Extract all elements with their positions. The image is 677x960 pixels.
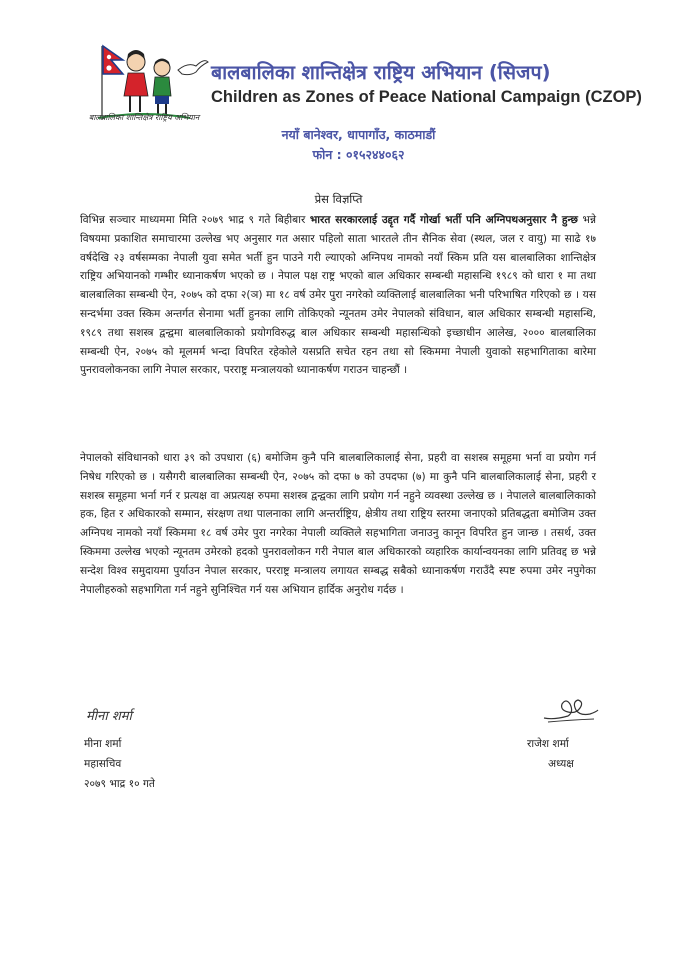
document-title: प्रेस विज्ञप्ति (314, 192, 363, 206)
org-name-nepali: बालबालिका शान्तिक्षेत्र राष्ट्रिय अभियान (सिजप) (211, 61, 551, 84)
signature-right-icon (540, 690, 602, 730)
signatory-right-name: राजेश शर्मा (527, 738, 569, 750)
paragraph-1-intro: विभिन्न सञ्चार माध्यममा मिति २०७९ भाद्र ९ गते बिहीबार (80, 214, 310, 226)
paragraph-2: नेपालको संविधानको धारा ३९ को उपधारा (६) बमोजिम कुनै पनि बालबालिकालाई सेना, प्रहरी वा सशस्त्र समूहमा भर्ना वा प्रयोग गर्न निषेध गरिएको छ । यसैगरी बालबालिका सम्बन्धी ऐन, २०७५ को दफा ७ को उपदफा (७) मा कुनै पनि बालबालिकालाई सेना, प्रहरी र सशस्त्र समूहमा भर्ना गर्न र प्रत्यक्ष वा अप्रत्यक्ष रुपमा सशस्त्र द्वन्द्वका लागि प्रयोग गर्न नहुने व्यवस्था उल्लेख छ । नेपालले बालबालिकाको हक, हित र अधिकारको सम्मान, संरक्षण तथा पालनाका लागि अन्तर्राष्ट्रिय, क्षेत्रीय तथा राष्ट्रिय स्तरमा जनाएको प्रतिबद्धता बमोजिम उक्त अग्निपथ नामको नयाँ स्किममा १८ वर्ष उमेर पुरा नगरेका नेपाली व्यक्तिले सहभागिता जनाउनु कानून विपरित हुन जान्छ । तसर्थ, उक्त स्किममा उल्लेख भएको न्यूनतम उमेरको हदको पुनरावलोकन गरी नेपाल बाल अधिकारको व्यहारिक कार्यान्वयनका लागि प्रतिवद्द छ भन्ने सन्देश विश्व समुदायमा पुर्याउन नेपाल सरकार, परराष्ट्र मन्त्रालय लगायत सम्बद्ध सबैको ध्यानाकर्षण गराउँदै स्पष्ट रुपमा उमेर नपुगेका नेपालीहरुको सहभागिता गर्न नहुने सुनिश्चित गर्न यस अभियान हार्दिक अनुरोध गर्दछ । (80, 452, 596, 596)
org-address: नयाँ बानेश्वर, धापागाँउ, काठमाडौं (281, 127, 436, 142)
signature-left-text: मीना शर्मा (86, 709, 132, 724)
signatory-left-title: महासचिव (84, 758, 122, 770)
org-phone: फोन : ०१५२४४०६२ (312, 147, 405, 162)
document-date: २०७९ भाद्र १० गते (84, 778, 155, 790)
org-name-english: Children as Zones of Peace National Campaign (CZOP) (211, 88, 642, 106)
signature-left-icon (84, 700, 164, 728)
paragraph-1 (80, 211, 596, 380)
paragraph-1-body: भन्ने विषयमा प्रकाशित समाचारमा उल्लेख भए अनुसार गत असार पहिलो साता भारतले तीन सैनिक सेवा (स्थल, जल र वायु) मा साढे १७ वर्षदेखि २३ वर्षसम्मका नेपाली युवा समेत भर्ती हुन पाउने गरी ल्याएको अग्निपथ नामको नयाँ स्किम प्रति यस बालबालिका शान्तिक्षेत्र राष्ट्रिय अभियानको गम्भीर ध्यानाकर्षण भएको छ । नेपाल पक्ष राष्ट्र भएको बाल अधिकार सम्बन्धी महासन्धि १९८९ को धारा १ मा तथा बालबालिका सम्बन्धी ऐन, २०७५ को दफा २(ञ) मा १८ वर्ष उमेर पुरा नगरेको व्यक्तिलाई बालबालिका भनी परिभाषित गरिएको छ । यस सन्दर्भमा उक्त स्किम अन्तर्गत सेनामा भर्ती हुनका लागि तोकिएको न्यूनतम उमेर नेपालको संविधान, बाल अधिकार सम्बन्धी महासन्धि, १९८९ तथा सशस्त्र द्वन्द्वमा बालबालिकाको प्रयोगविरुद्ध बाल अधिकार सम्बन्धी महासन्धिको इच्छाधीन आलेख, २००० बालबालिका सम्बन्धी ऐन, २०७५ को मूलमर्म भन्दा विपरित रहेकोले यसप्रति सचेत रहन तथा सो स्किममा नेपाली युवाको सहभागिताका बारेमा पुनरावलोकनका लागि नेपाल सरकार, परराष्ट्र मन्त्रालयको ध्यानाकर्षण गराउन चाहन्छौं । (80, 214, 596, 377)
signatory-left-name: मीना शर्मा (84, 738, 122, 750)
logo-caption: बालबालिका शान्तिक्षेत्र राष्ट्रिय अभियान (88, 113, 200, 122)
paragraph-1-headline: भारत सरकारलाई उद्दृत गर्दै गोर्खा भर्ती पनि अग्निपथअनुसार नै हुन्छ (309, 214, 578, 226)
signatory-right-title: अध्यक्ष (548, 758, 574, 770)
